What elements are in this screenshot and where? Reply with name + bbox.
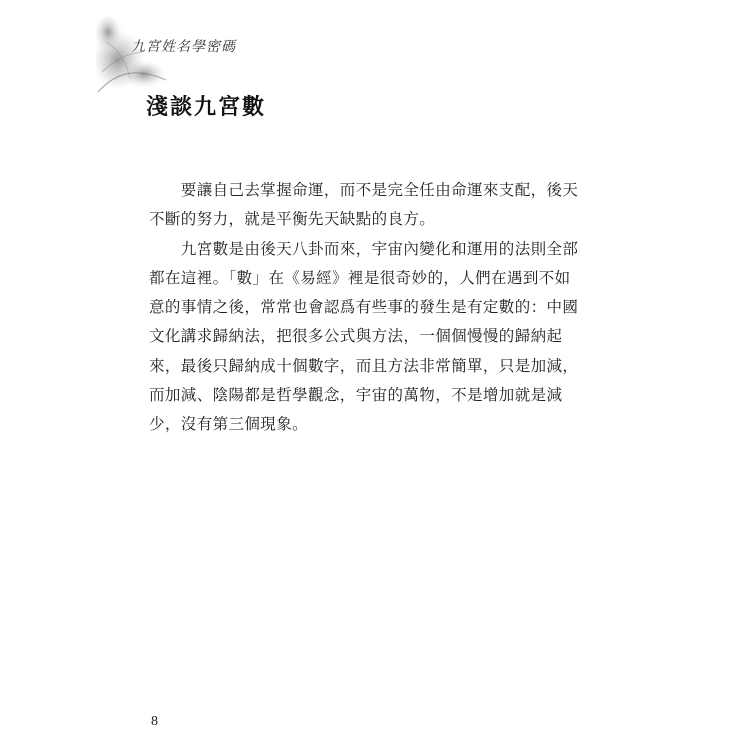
running-head-title: 九宮姓名學密碼: [131, 39, 236, 55]
text-line: 文化講求歸納法，把很多公式與方法，一個個慢慢的歸納起: [149, 327, 563, 346]
body-text: [149, 176, 609, 440]
text-line: 都在這裡。「數」在《易經》裡是很奇妙的，人們在遇到不如: [149, 268, 571, 287]
section-title: 淺談九宮數: [146, 95, 267, 120]
paragraph: [149, 176, 609, 235]
text-line: 要讓自己去掌握命運，而不是完全任由命運來支配，後天: [149, 181, 579, 199]
paragraph: [149, 235, 609, 440]
page-number: 8: [151, 714, 158, 729]
text-line: 而加減、陰陽都是哲學觀念，宇宙的萬物，不是增加就是減: [149, 386, 563, 405]
text-line: 來，最後只歸納成十個數字，而且方法非常簡單，只是加減，: [149, 356, 579, 375]
text-line: 意的事情之後，常常也會認爲有些事的發生是有定數的：中國: [149, 298, 579, 317]
text-line: 不斷的努力，就是平衡先天缺點的良方。: [149, 210, 436, 229]
text-line: 少，沒有第三個現象。: [149, 415, 309, 434]
text-line: 九宮數是由後天八卦而來，宇宙內變化和運用的法則全部: [149, 239, 579, 258]
